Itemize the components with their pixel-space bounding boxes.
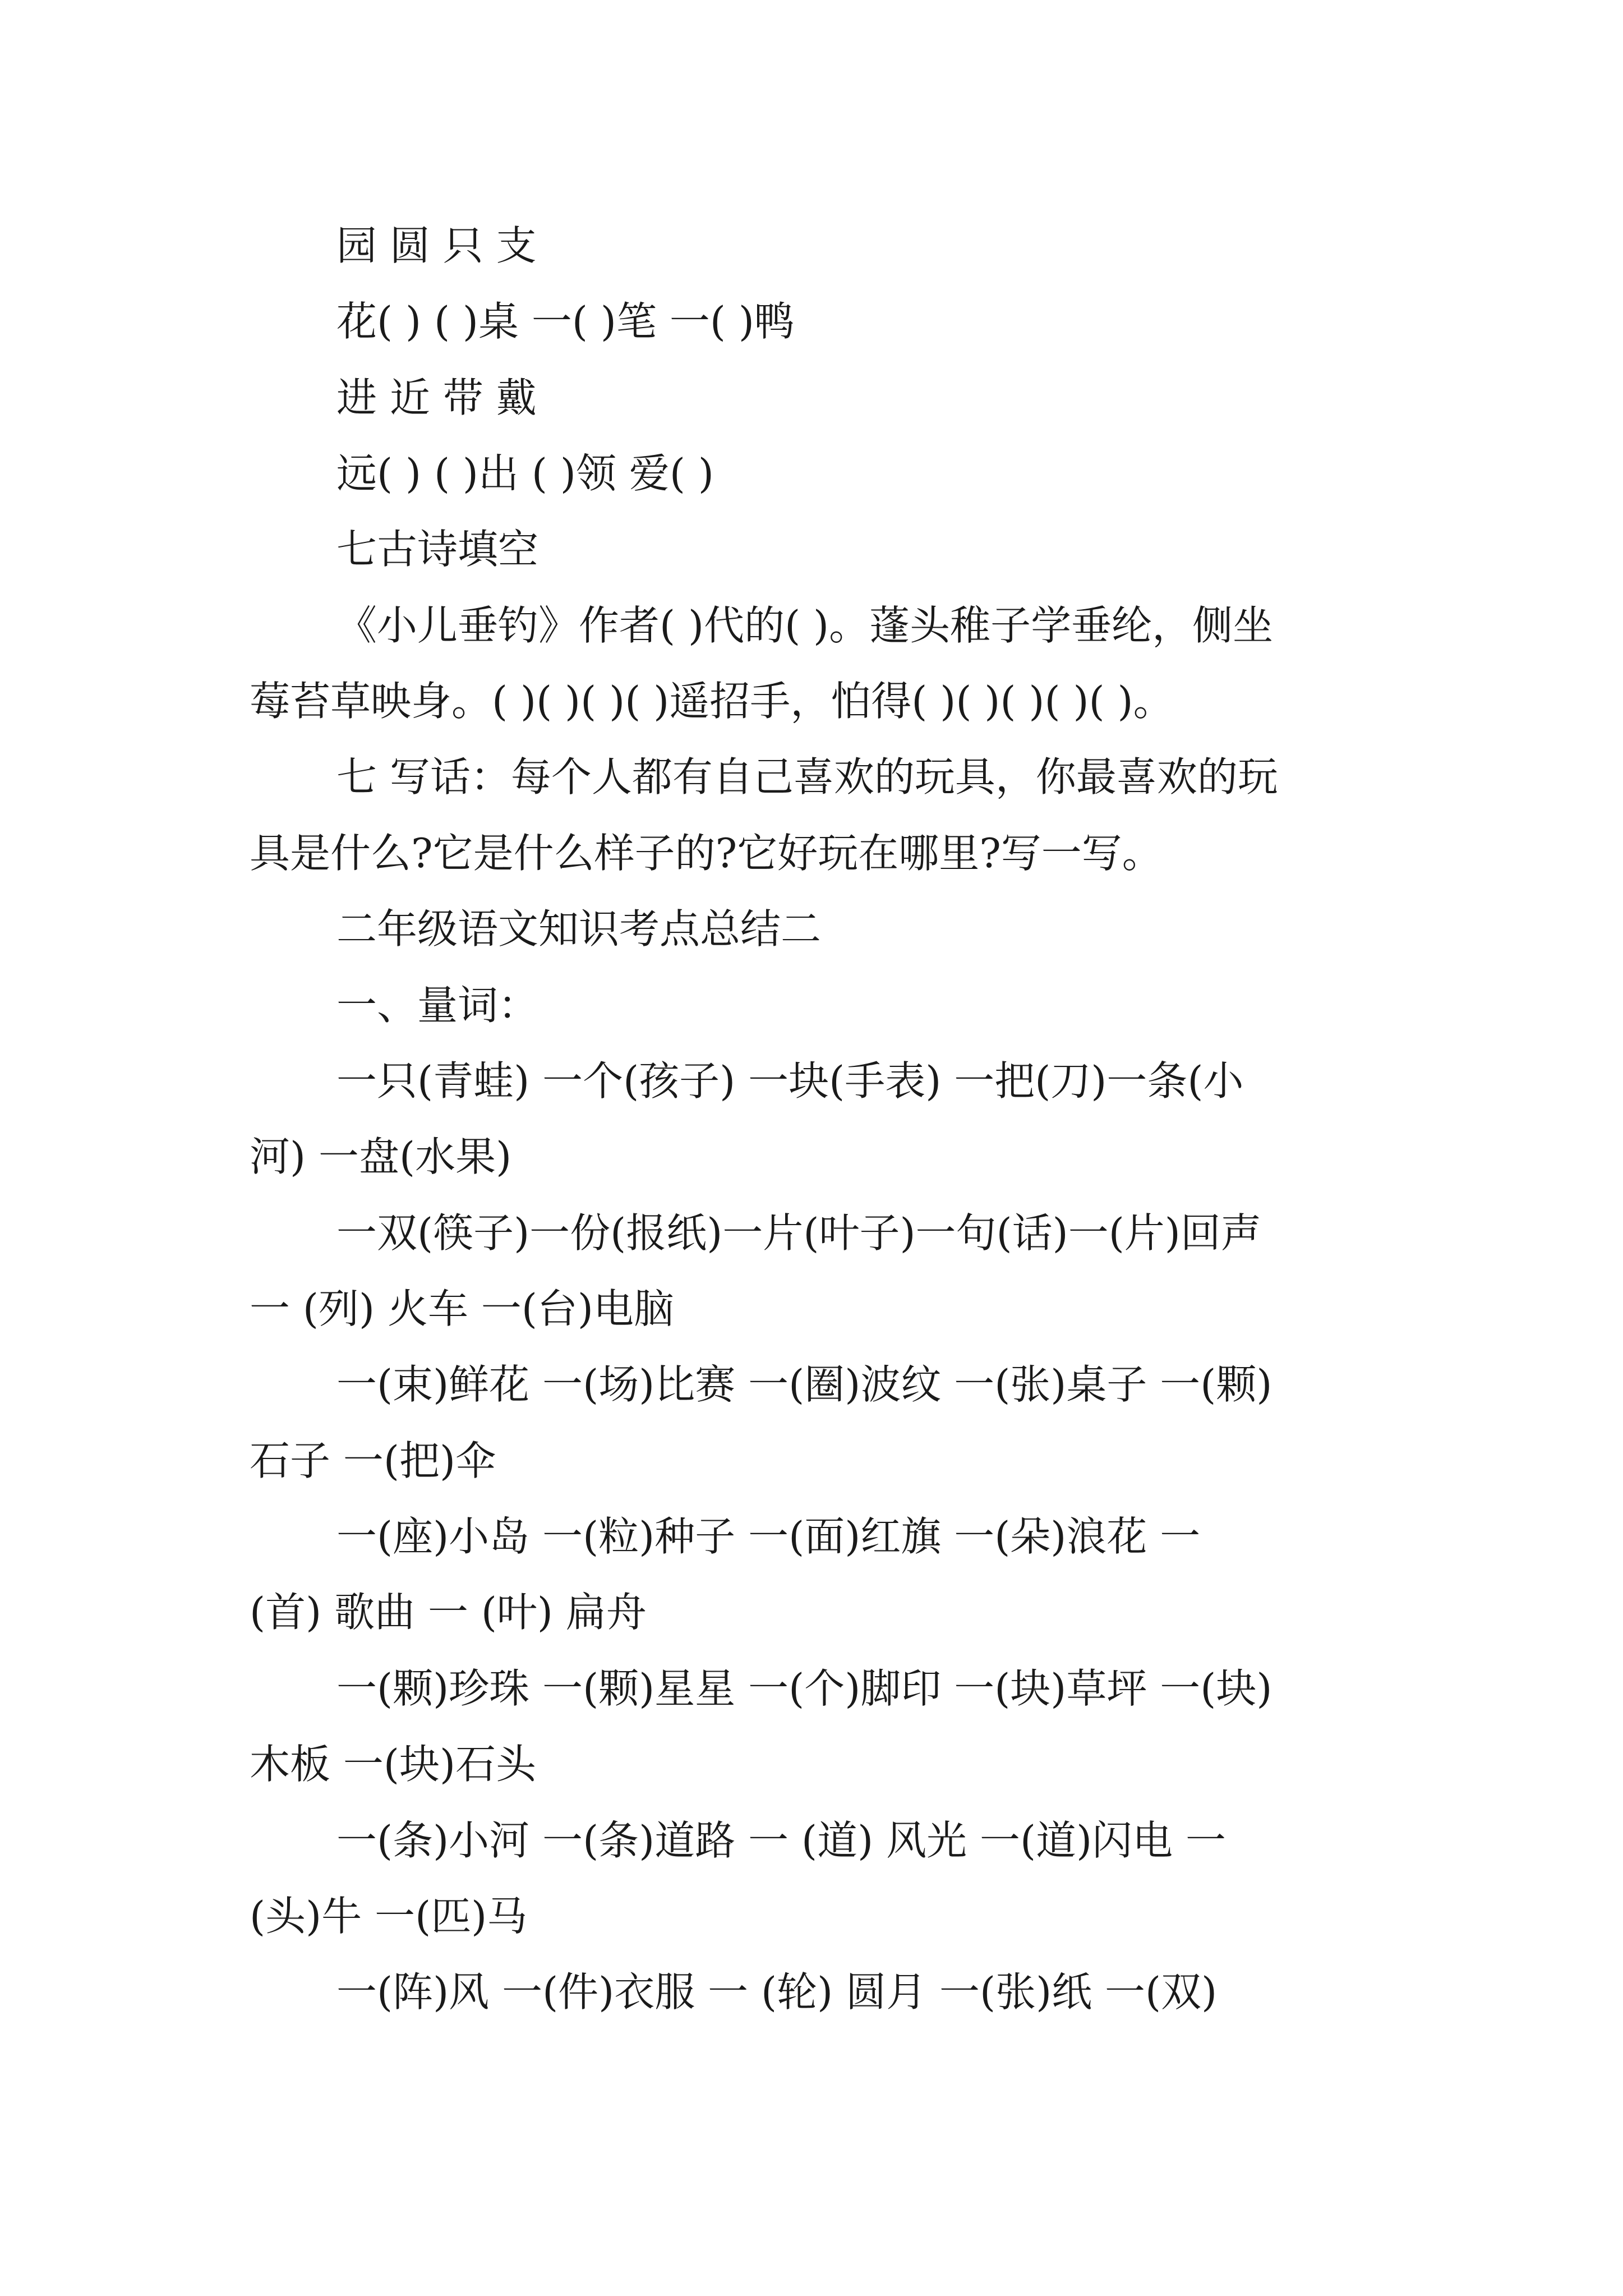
section-title: 二年级语文知识考点总结二 <box>336 905 822 953</box>
text-line: 一(座)小岛 一(粒)种子 一(面)红旗 一(朵)浪花 一 <box>336 1513 1201 1560</box>
text-line: 一只(青蛙) 一个(孩子) 一块(手表) 一把(刀)一条(小 <box>336 1057 1244 1105</box>
text-line: 园 圆 只 支 <box>336 222 537 269</box>
text-line: (首) 歌曲 一 (叶) 扁舟 <box>250 1589 647 1636</box>
text-line: 进 近 带 戴 <box>336 374 537 421</box>
text-line: 一(条)小河 一(条)道路 一 (道) 风光 一(道)闪电 一 <box>336 1817 1227 1864</box>
text-line: 七 写话：每个人都有自己喜欢的玩具，你最喜欢的玩 <box>336 753 1278 800</box>
text-line: 远( ) ( )出 ( )领 爱( ) <box>336 450 714 497</box>
text-line: 木板 一(块)石头 <box>250 1741 537 1788</box>
text-line: 河) 一盘(水果) <box>250 1133 512 1180</box>
section-heading: 一、量词： <box>336 982 539 1029</box>
section-heading: 七古诗填空 <box>336 526 539 573</box>
text-line: 一(颗)珍珠 一(颗)星星 一(个)脚印 一(块)草坪 一(块) <box>336 1665 1272 1712</box>
text-line: 《小儿垂钓》作者( )代的( )。蓬头稚子学垂纶，侧坐 <box>336 602 1274 649</box>
text-line: 一 (列) 火车 一(台)电脑 <box>250 1285 675 1332</box>
text-line: 花( ) ( )桌 一( )笔 一( )鸭 <box>336 298 795 345</box>
text-line: 石子 一(把)伞 <box>250 1437 496 1484</box>
text-line: 一(束)鲜花 一(场)比赛 一(圈)波纹 一(张)桌子 一(颗) <box>336 1361 1272 1408</box>
text-line: (头)牛 一(匹)马 <box>250 1893 528 1940</box>
text-line: 一双(筷子)一份(报纸)一片(叶子)一句(话)一(片)回声 <box>336 1209 1261 1257</box>
text-line: 具是什么?它是什么样子的?它好玩在哪里?写一写。 <box>250 830 1163 877</box>
text-line: 一(阵)风 一(件)衣服 一 (轮) 圆月 一(张)纸 一(双) <box>336 1968 1218 2016</box>
text-line: 莓苔草映身。( )( )( )( )遥招手，怕得( )( )( )( )( )。 <box>250 678 1174 725</box>
